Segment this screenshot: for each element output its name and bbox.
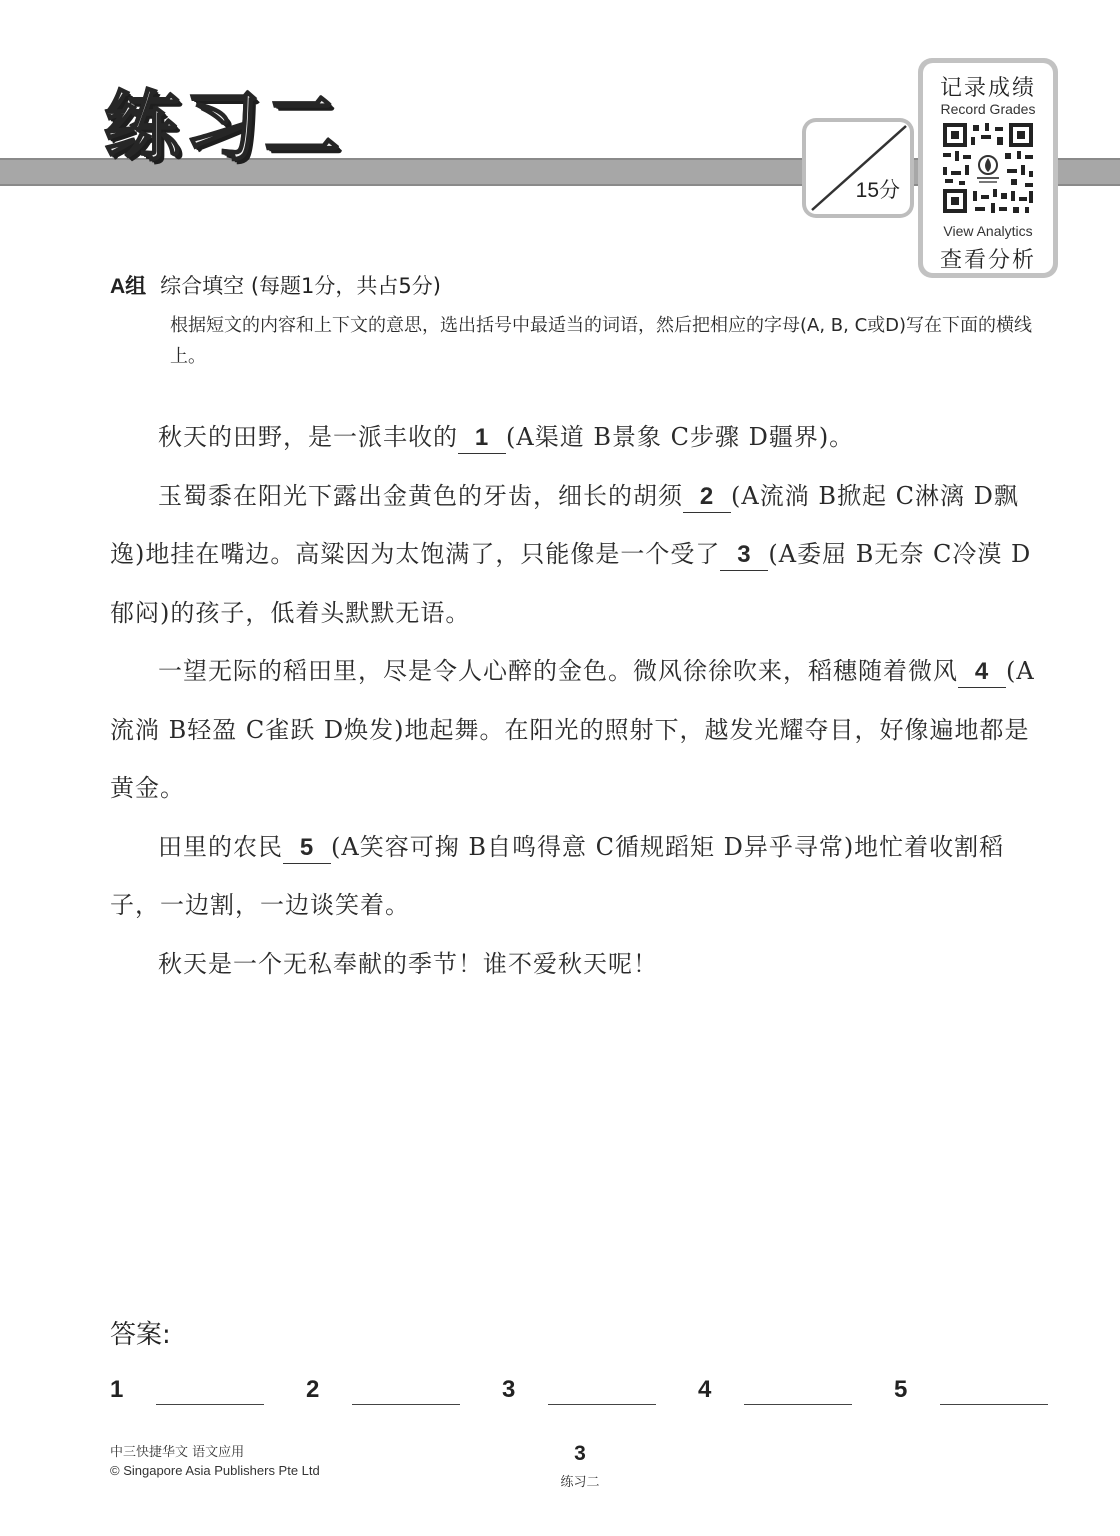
p3-text: 一望无际的稻田里，尽是令人心醉的金色。微风徐徐吹来，稻穗随着微风 — [158, 657, 958, 685]
answer-number: 2 — [306, 1376, 320, 1403]
view-analytics-cn: 查看分析 — [939, 248, 1036, 273]
p2-options-b: (A委屈 B无奈 C冷漠 D郁闷)的孩子，低着头默默无语。 — [110, 540, 1032, 627]
p1-options: (A渠道 B景象 C步骤 D疆界)。 — [506, 423, 855, 451]
blank-4: 4 — [958, 657, 1006, 688]
section-heading — [110, 270, 441, 300]
instructions: 根据短文的内容和上下文的意思，选出括号中最适当的词语，然后把相应的字母(A, B, C或D)写在下面的横线上。 — [170, 315, 1033, 367]
record-grades-en: Record Grades — [940, 101, 1036, 117]
paragraph-2 — [110, 467, 1052, 643]
footer-left — [110, 1444, 320, 1480]
blank-5: 5 — [283, 833, 331, 864]
answers-label: 答案: — [110, 1320, 171, 1350]
view-analytics-en: View Analytics — [943, 223, 1033, 239]
answer-number: 1 — [110, 1376, 124, 1403]
answer-number: 5 — [894, 1376, 908, 1403]
answer-number: 3 — [502, 1376, 516, 1403]
paragraph-5: 秋天是一个无私奉献的季节！谁不爱秋天呢！ — [158, 949, 658, 978]
record-grades-cn: 记录成绩 — [939, 76, 1036, 101]
section-title: 综合填空 (每题1分，共占5分) — [160, 274, 441, 298]
book-title: 中三快捷华文 语文应用 — [110, 1445, 245, 1460]
qr-code-icon[interactable] — [941, 121, 1035, 215]
publisher: © Singapore Asia Publishers Pte Ltd — [110, 1463, 320, 1478]
paragraph-3 — [110, 642, 1052, 818]
record-grades-inner — [923, 63, 1053, 273]
record-grades-box[interactable] — [918, 58, 1058, 278]
answer-line-5[interactable] — [940, 1404, 1048, 1405]
answer-line-2[interactable] — [352, 1404, 460, 1405]
paragraph-4 — [110, 818, 1052, 935]
p3-options: (A流淌 B轻盈 C雀跃 D焕发)地起舞。在阳光的照射下，越发光耀夺目，好像遍地都是黄金。 — [110, 657, 1035, 802]
p2-options-a: (A流淌 B掀起 C淋漓 D飘逸)地挂在嘴边。高粱因为太饱满了，只能像是一个受了 — [110, 481, 1019, 568]
p1-text: 秋天的田野，是一派丰收的 — [158, 423, 458, 451]
passage — [110, 408, 1052, 993]
blank-1: 1 — [458, 423, 506, 454]
p4-text: 田里的农民 — [158, 832, 283, 861]
section-group: A组 — [110, 275, 147, 298]
answer-line-3[interactable] — [548, 1404, 656, 1405]
page-subtitle: 练习二 — [560, 1475, 600, 1490]
answer-number: 4 — [698, 1376, 712, 1403]
blank-3: 3 — [720, 540, 768, 571]
answer-line-1[interactable] — [156, 1404, 264, 1405]
p2-text: 玉蜀黍在阳光下露出金黄色的牙齿，细长的胡须 — [158, 481, 683, 510]
answer-line-4[interactable] — [744, 1404, 852, 1405]
page-number: 3 — [574, 1442, 586, 1465]
score-inner — [806, 122, 910, 214]
score-box — [802, 118, 914, 218]
page-title: 练习二 — [104, 82, 344, 171]
blank-2: 2 — [683, 482, 731, 513]
total-score: 15分 — [855, 179, 900, 202]
answer-row — [110, 1374, 1060, 1410]
p4-options: (A笑容可掬 B自鸣得意 C循规蹈矩 D异乎寻常)地忙着收割稻子，一边割，一边谈笑着。 — [110, 832, 1005, 919]
paragraph-1 — [110, 408, 1052, 467]
